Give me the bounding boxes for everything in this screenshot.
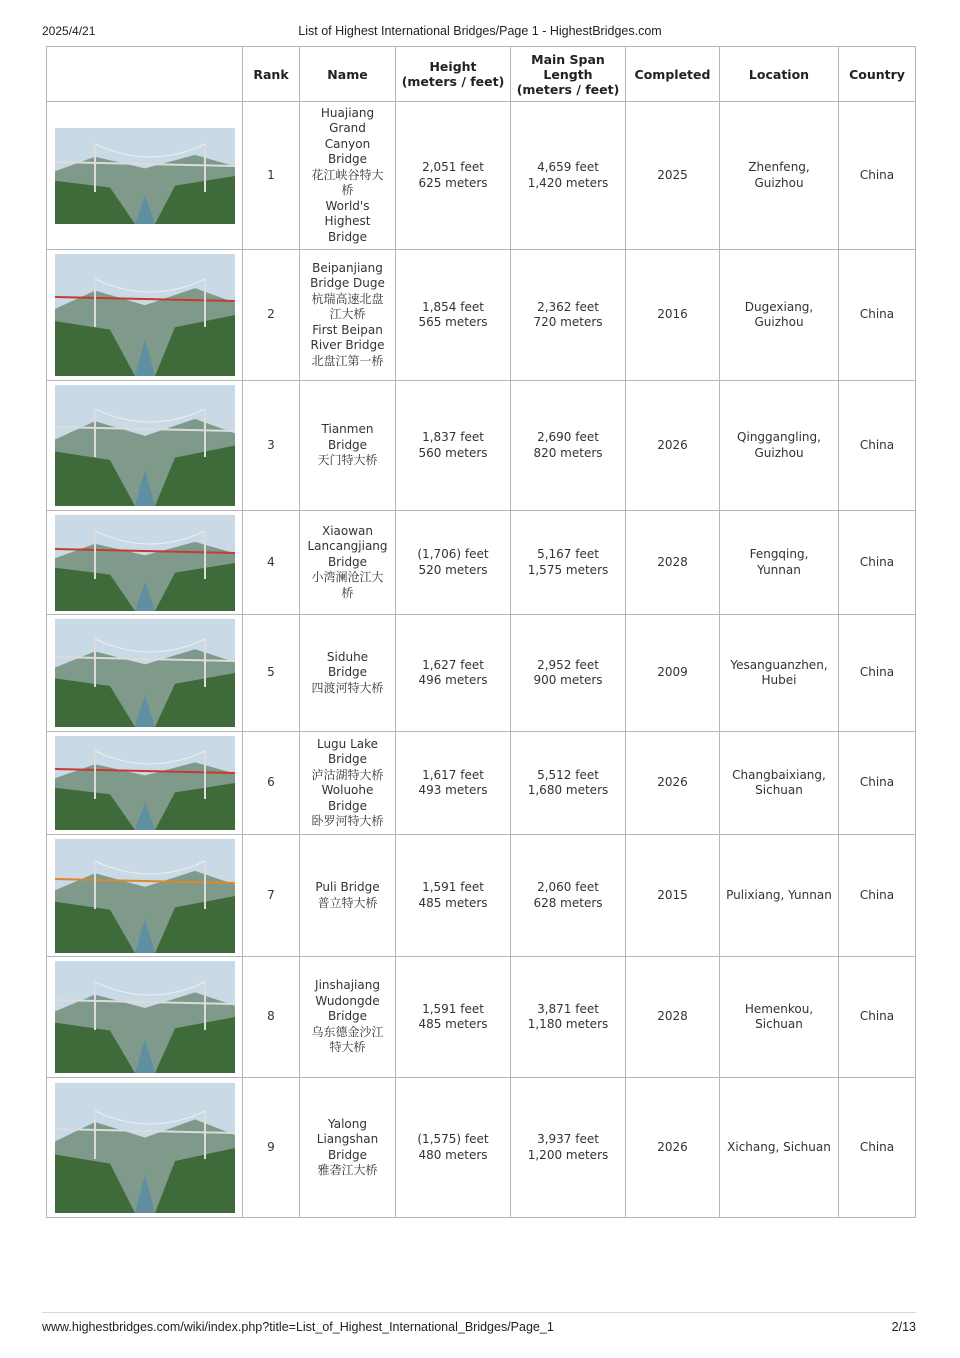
col-header-location[interactable]: Location	[720, 47, 839, 102]
location-cell: Xichang, Sichuan	[720, 1078, 839, 1218]
completed-cell: 2026	[626, 732, 720, 835]
table-row	[47, 1078, 916, 1218]
span-cell: 2,690 feet 820 meters	[511, 381, 626, 511]
rank-cell: 2	[243, 250, 300, 381]
span-cell: 2,362 feet 720 meters	[511, 250, 626, 381]
completed-cell: 2025	[626, 102, 720, 250]
completed-cell: 2028	[626, 957, 720, 1078]
bridge-photo[interactable]	[55, 254, 235, 376]
bridge-photo-cell	[47, 835, 243, 957]
height-cell: 1,854 feet 565 meters	[396, 250, 511, 381]
rank-cell: 7	[243, 835, 300, 957]
country-cell: China	[839, 615, 916, 732]
location-cell: Dugexiang, Guizhou	[720, 250, 839, 381]
bridge-name-cell[interactable]: Xiaowan Lancangjiang Bridge 小湾澜沧江大 桥	[300, 511, 396, 615]
col-header-name[interactable]: Name	[300, 47, 396, 102]
country-cell: China	[839, 250, 916, 381]
location-cell: Hemenkou, Sichuan	[720, 957, 839, 1078]
bridge-photo[interactable]	[55, 515, 235, 611]
bridge-photo[interactable]	[55, 1083, 235, 1213]
country-cell: China	[839, 511, 916, 615]
bridge-photo[interactable]	[55, 128, 235, 224]
footer-divider	[42, 1312, 916, 1313]
col-header-completed[interactable]: Completed	[626, 47, 720, 102]
height-cell: (1,575) feet 480 meters	[396, 1078, 511, 1218]
country-cell: China	[839, 957, 916, 1078]
bridge-photo-cell	[47, 102, 243, 250]
table-row	[47, 615, 916, 732]
bridge-photo[interactable]	[55, 385, 235, 506]
location-cell: Changbaixiang, Sichuan	[720, 732, 839, 835]
country-cell: China	[839, 102, 916, 250]
bridge-name-cell[interactable]: Huajiang Grand Canyon Bridge 花江峡谷特大 桥 World's Highest Bridge	[300, 102, 396, 250]
location-cell: Zhenfeng, Guizhou	[720, 102, 839, 250]
table-row	[47, 511, 916, 615]
span-cell: 3,937 feet 1,200 meters	[511, 1078, 626, 1218]
rank-cell: 5	[243, 615, 300, 732]
header-date: 2025/4/21	[42, 24, 96, 38]
country-cell: China	[839, 835, 916, 957]
height-cell: (1,706) feet 520 meters	[396, 511, 511, 615]
page-number: 2/13	[891, 1320, 916, 1334]
col-header-height[interactable]: Height (meters / feet)	[396, 47, 511, 102]
col-header-photo	[47, 47, 243, 102]
table-row	[47, 102, 916, 250]
bridge-name-cell[interactable]: Jinshajiang Wudongde Bridge 乌东德金沙江 特大桥	[300, 957, 396, 1078]
completed-cell: 2026	[626, 1078, 720, 1218]
rank-cell: 4	[243, 511, 300, 615]
bridge-photo[interactable]	[55, 619, 235, 727]
span-cell: 5,167 feet 1,575 meters	[511, 511, 626, 615]
bridge-photo-cell	[47, 732, 243, 835]
bridge-name-cell[interactable]: Lugu Lake Bridge 泸沽湖特大桥 Woluohe Bridge 卧罗河特大桥	[300, 732, 396, 835]
span-cell: 3,871 feet 1,180 meters	[511, 957, 626, 1078]
table-header-row	[47, 47, 916, 102]
completed-cell: 2009	[626, 615, 720, 732]
bridge-photo[interactable]	[55, 961, 235, 1073]
height-cell: 1,617 feet 493 meters	[396, 732, 511, 835]
rank-cell: 9	[243, 1078, 300, 1218]
col-header-country[interactable]: Country	[839, 47, 916, 102]
height-cell: 1,837 feet 560 meters	[396, 381, 511, 511]
completed-cell: 2015	[626, 835, 720, 957]
height-cell: 1,627 feet 496 meters	[396, 615, 511, 732]
bridge-name-cell[interactable]: Yalong Liangshan Bridge 雅砻江大桥	[300, 1078, 396, 1218]
table-row	[47, 250, 916, 381]
page-title: List of Highest International Bridges/Page 1 - HighestBridges.com	[298, 24, 662, 38]
bridges-table	[46, 46, 916, 1218]
span-cell: 4,659 feet 1,420 meters	[511, 102, 626, 250]
rank-cell: 6	[243, 732, 300, 835]
country-cell: China	[839, 1078, 916, 1218]
footer-url[interactable]: www.highestbridges.com/wiki/index.php?title=List_of_Highest_International_Bridges/Page_1	[42, 1320, 554, 1334]
height-cell: 1,591 feet 485 meters	[396, 835, 511, 957]
location-cell: Yesanguanzhen, Hubei	[720, 615, 839, 732]
completed-cell: 2028	[626, 511, 720, 615]
height-cell: 2,051 feet 625 meters	[396, 102, 511, 250]
bridge-photo-cell	[47, 511, 243, 615]
span-cell: 2,952 feet 900 meters	[511, 615, 626, 732]
completed-cell: 2026	[626, 381, 720, 511]
col-header-rank[interactable]: Rank	[243, 47, 300, 102]
bridge-photo-cell	[47, 1078, 243, 1218]
rank-cell: 3	[243, 381, 300, 511]
bridge-photo-cell	[47, 615, 243, 732]
location-cell: Fengqing, Yunnan	[720, 511, 839, 615]
bridge-name-cell[interactable]: Siduhe Bridge 四渡河特大桥	[300, 615, 396, 732]
table-row	[47, 732, 916, 835]
bridge-photo-cell	[47, 957, 243, 1078]
bridge-name-cell[interactable]: Tianmen Bridge 天门特大桥	[300, 381, 396, 511]
bridge-name-cell[interactable]: Puli Bridge 普立特大桥	[300, 835, 396, 957]
location-cell: Pulixiang, Yunnan	[720, 835, 839, 957]
col-header-span[interactable]: Main Span Length (meters / feet)	[511, 47, 626, 102]
bridge-photo[interactable]	[55, 839, 235, 953]
span-cell: 2,060 feet 628 meters	[511, 835, 626, 957]
country-cell: China	[839, 732, 916, 835]
bridge-photo-cell	[47, 381, 243, 511]
rank-cell: 1	[243, 102, 300, 250]
rank-cell: 8	[243, 957, 300, 1078]
bridge-name-cell[interactable]: Beipanjiang Bridge Duge 杭瑞高速北盘 江大桥 First Beipan River Bridge 北盘江第一桥	[300, 250, 396, 381]
bridge-photo[interactable]	[55, 736, 235, 830]
bridge-photo-cell	[47, 250, 243, 381]
completed-cell: 2016	[626, 250, 720, 381]
table-row	[47, 381, 916, 511]
span-cell: 5,512 feet 1,680 meters	[511, 732, 626, 835]
table-row	[47, 835, 916, 957]
location-cell: Qinggangling, Guizhou	[720, 381, 839, 511]
country-cell: China	[839, 381, 916, 511]
table-row	[47, 957, 916, 1078]
height-cell: 1,591 feet 485 meters	[396, 957, 511, 1078]
